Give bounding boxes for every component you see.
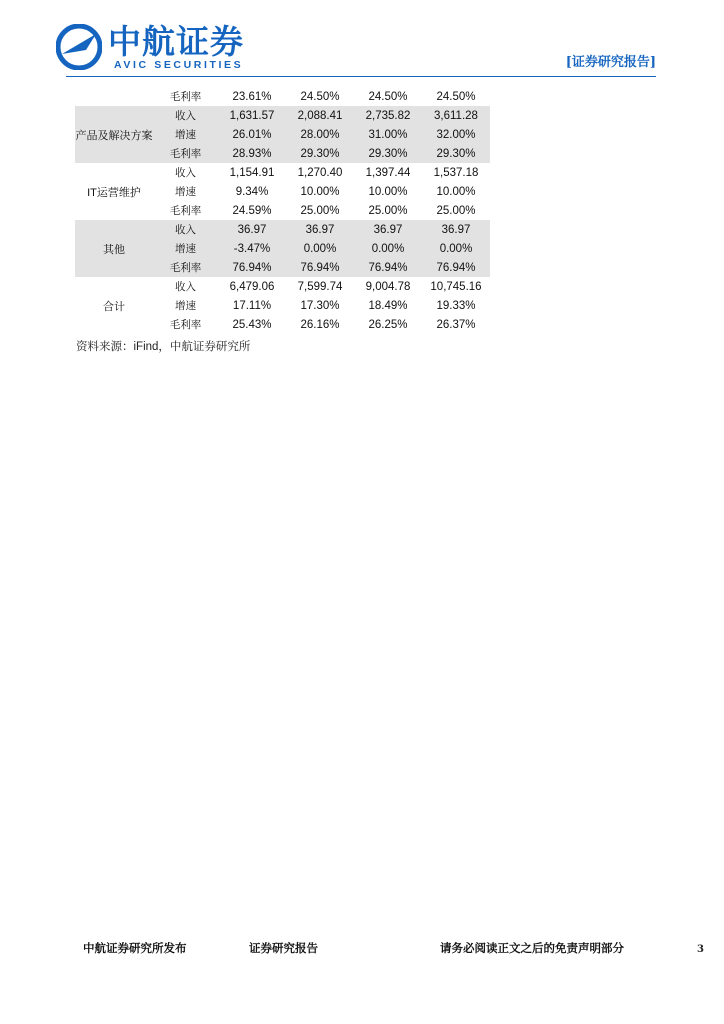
- value-cell: 36.97: [286, 220, 354, 239]
- value-cell: 29.30%: [354, 144, 422, 163]
- metric-label: 收入: [175, 281, 196, 293]
- value-cell: 32.00%: [422, 125, 490, 144]
- metric-label: 收入: [153, 106, 218, 125]
- value-cell: 25.00%: [368, 204, 408, 217]
- value-cell: 24.59%: [232, 204, 272, 217]
- page-number: 3: [697, 944, 704, 955]
- value-cell: 10,745.16: [430, 280, 482, 293]
- value-cell: 0.00%: [286, 239, 354, 258]
- financial-forecast-table: [75, 87, 490, 334]
- value-cell: 6,479.06: [229, 280, 275, 293]
- table-row: [75, 277, 490, 296]
- value-cell: 0.00%: [354, 239, 422, 258]
- value-cell: 9.34%: [235, 185, 269, 198]
- value-cell: 76.94%: [218, 258, 286, 277]
- value-cell: 25.00%: [436, 204, 476, 217]
- value-cell: 23.61%: [232, 90, 272, 103]
- value-cell: 31.00%: [354, 125, 422, 144]
- segment-label: IT运营维护: [87, 186, 141, 199]
- value-cell: 24.50%: [300, 90, 340, 103]
- header-divider: [66, 76, 656, 77]
- plane-logo-icon: [56, 24, 102, 70]
- table-body: [75, 87, 490, 334]
- value-cell: 10.00%: [436, 185, 476, 198]
- segment-label: [75, 87, 153, 106]
- footer-report-type: 证券研究报告: [249, 941, 318, 955]
- metric-label: 收入: [175, 167, 196, 179]
- segment-label: 合计: [103, 300, 125, 313]
- value-cell: 17.11%: [232, 299, 272, 312]
- value-cell: 18.49%: [368, 299, 408, 312]
- value-cell: 29.30%: [422, 144, 490, 163]
- value-cell: 7,599.74: [297, 280, 343, 293]
- metric-label: 毛利率: [169, 319, 202, 331]
- footer-disclaimer: 请务必阅读正文之后的免责声明部分: [440, 941, 624, 955]
- value-cell: 28.93%: [218, 144, 286, 163]
- metric-label: 增速: [153, 239, 218, 258]
- value-cell: 36.97: [218, 220, 286, 239]
- metric-label: 毛利率: [153, 258, 218, 277]
- report-type-tag: [证券研究报告]: [565, 55, 656, 70]
- value-cell: 2,088.41: [286, 106, 354, 125]
- value-cell: 36.97: [354, 220, 422, 239]
- value-cell: 1,537.18: [433, 166, 479, 179]
- value-cell: 1,397.44: [365, 166, 411, 179]
- value-cell: 25.00%: [300, 204, 340, 217]
- value-cell: 76.94%: [286, 258, 354, 277]
- value-cell: -3.47%: [218, 239, 286, 258]
- value-cell: 26.01%: [218, 125, 286, 144]
- value-cell: 3,611.28: [422, 106, 490, 125]
- company-logo: [56, 22, 256, 72]
- logo-mark-text: AVIC: [69, 56, 83, 62]
- metric-label: 增速: [175, 186, 196, 198]
- value-cell: 19.33%: [436, 299, 476, 312]
- value-cell: 2,735.82: [354, 106, 422, 125]
- table-row: [75, 106, 490, 125]
- value-cell: 17.30%: [300, 299, 340, 312]
- metric-label: 收入: [153, 220, 218, 239]
- value-cell: 10.00%: [300, 185, 340, 198]
- value-cell: 10.00%: [368, 185, 408, 198]
- value-cell: 25.43%: [232, 318, 272, 331]
- value-cell: 36.97: [422, 220, 490, 239]
- value-cell: 0.00%: [422, 239, 490, 258]
- metric-label: 增速: [175, 300, 196, 312]
- metric-label: 增速: [153, 125, 218, 144]
- value-cell: 26.37%: [436, 318, 476, 331]
- segment-label: 产品及解决方案: [75, 106, 153, 163]
- value-cell: 9,004.78: [365, 280, 411, 293]
- metric-label: 毛利率: [169, 91, 202, 103]
- segment-label: 其他: [75, 220, 153, 277]
- value-cell: 76.94%: [354, 258, 422, 277]
- value-cell: 29.30%: [286, 144, 354, 163]
- table-row: [75, 220, 490, 239]
- value-cell: 1,270.40: [297, 166, 343, 179]
- value-cell: 1,631.57: [218, 106, 286, 125]
- value-cell: 26.25%: [368, 318, 408, 331]
- source-note: 资料来源：iFind，中航证券研究所: [76, 341, 251, 353]
- logo-chinese-name: 中航证券: [108, 22, 244, 61]
- value-cell: 26.16%: [300, 318, 340, 331]
- table-row: [75, 87, 490, 106]
- footer-publisher: 中航证券研究所发布: [83, 941, 187, 955]
- value-cell: 76.94%: [422, 258, 490, 277]
- metric-label: 毛利率: [169, 205, 202, 217]
- value-cell: 1,154.91: [229, 166, 275, 179]
- table-row: [75, 163, 490, 182]
- value-cell: 28.00%: [286, 125, 354, 144]
- logo-english-name: AVIC SECURITIES: [114, 59, 244, 71]
- metric-label: 毛利率: [153, 144, 218, 163]
- value-cell: 24.50%: [368, 90, 408, 103]
- value-cell: 24.50%: [436, 90, 476, 103]
